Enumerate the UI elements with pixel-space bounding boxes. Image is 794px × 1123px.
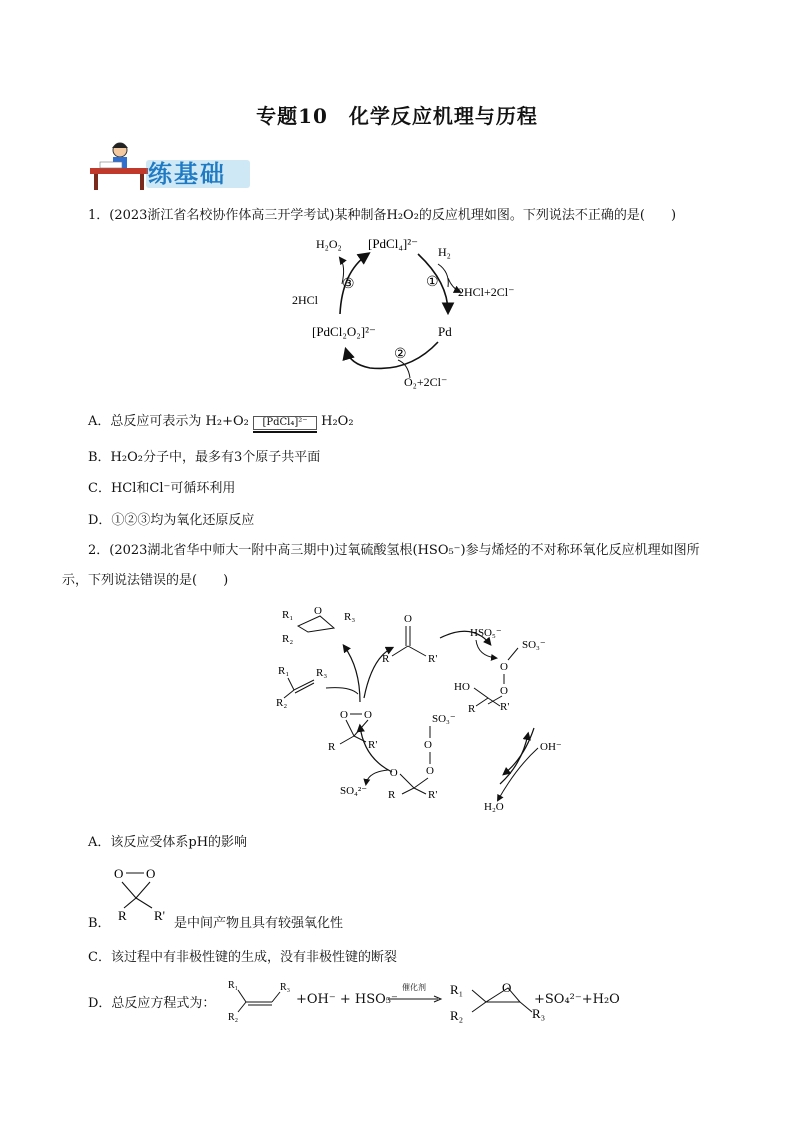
dioxirane-structure [102, 862, 182, 922]
d-epoxide-r1: R₁ [450, 982, 464, 997]
dioxirane-o2: O [364, 709, 372, 721]
b-o1: O [114, 866, 124, 881]
q2-option-d-pre: D．总反应方程式为： [88, 996, 216, 1011]
d-epoxide-r2: R₂ [450, 1008, 464, 1023]
int1-so3: SO₃⁻ [522, 639, 546, 651]
epoxide-ring [298, 616, 334, 632]
dioxirane-o1: O [340, 709, 348, 721]
q1-option-a-post: H₂O₂ [321, 414, 354, 429]
d-alkene-r1: R₁ [228, 980, 239, 991]
reagent-h2: H₂ [438, 245, 451, 259]
int1-o1: O [500, 661, 508, 673]
epoxide-r1: R₁ [282, 609, 294, 621]
alkene-r2: R₂ [276, 697, 288, 709]
species-pdcl2o2: [PdCl₂O₂]²⁻ [312, 324, 376, 339]
int2-om: ⁻O [384, 767, 398, 779]
reagent-o2-2cl: O₂+2Cl⁻ [404, 375, 448, 389]
alkene-r3: R₃ [316, 667, 328, 679]
q1-option-d: D．①②③均为氧化还原反应 [88, 513, 255, 528]
int2-r: R [388, 789, 396, 801]
reagent-2hcl: 2HCl [292, 293, 319, 307]
hso5-arrow [476, 640, 496, 658]
step-1-label: ① [426, 275, 439, 290]
q2-option-d-post: +SO₄²⁻+H₂O [534, 992, 620, 1007]
b-rp: R' [154, 908, 166, 922]
int1-ho: HO [454, 681, 470, 693]
dioxirane-r: R [328, 741, 336, 753]
product-h2o2: H₂O₂ [316, 237, 342, 251]
question-1-diagram [280, 232, 520, 392]
int2-rp: R' [428, 789, 438, 801]
q2-option-b [88, 862, 388, 932]
q2-option-a: A．该反应受体系pH的影响 [88, 835, 248, 850]
q2-option-d-mid: +OH⁻ + HSO₅⁻ [296, 992, 398, 1007]
h2o-label: H₂O [484, 801, 504, 813]
alkene-in-arrow [326, 688, 358, 694]
q2-option-c: C．该过程中有非极性键的生成，没有非极性键的断裂 [88, 950, 397, 965]
q2-option-b-text: 是中间产物且具有较强氧化性 [174, 916, 344, 931]
question-1-stem: 1．(2023浙江省名校协作体高三开学考试)某种制备H₂O₂的反应机理如图。下列说法不正确的是( ) [88, 208, 677, 223]
d-epoxide-o: O [502, 980, 512, 995]
alkene-r1: R₁ [278, 665, 290, 677]
epoxide-o: O [314, 605, 322, 617]
ketone-r: R [382, 653, 390, 665]
b-o2: O [146, 866, 156, 881]
q2-option-d-catalyst: 催化剂 [402, 983, 426, 992]
int1-r: R [468, 703, 476, 715]
b-r: R [118, 908, 127, 922]
q1-option-c: C．HCl和Cl⁻可循环利用 [88, 481, 236, 496]
species-pdcl4: [PdCl₄]²⁻ [368, 236, 418, 251]
dioxirane-rp: R' [368, 739, 378, 751]
q1-option-a-pre: A．总反应可表示为 H₂+O₂ [88, 414, 249, 429]
int2-o2: O [426, 765, 434, 777]
d-alkene-structure [218, 976, 298, 1022]
q1-option-a-catalyst: [PdCl₄]²⁻ [253, 416, 317, 430]
alkene-bonds [284, 678, 314, 698]
d-epoxide-r3: R₃ [532, 1006, 546, 1021]
q1-option-b: B．H₂O₂分子中，最多有3个原子共平面 [88, 450, 321, 465]
ketone-bonds [392, 626, 426, 656]
d-alkene-r2: R₂ [228, 1012, 239, 1022]
section-banner [86, 140, 256, 192]
product-2hcl-2cl: 2HCl+2Cl⁻ [458, 285, 515, 299]
question-2-stem-line2: 示，下列说法错误的是( ) [62, 573, 229, 588]
reaction-arrow-icon [386, 994, 444, 1004]
epoxide-r3: R₃ [344, 611, 356, 623]
ketone-o: O [404, 613, 412, 625]
step2-arrow [346, 342, 438, 368]
epoxide-r2: R₂ [282, 633, 294, 645]
int1-bonds [474, 648, 518, 706]
question-2-stem-line1: 2．(2023湖北省华中师大一附中高三期中)过氧硫酸氢根(HSO₅⁻)参与烯烃的不对称环氧化反应机理如图所 [88, 543, 700, 558]
q1-option-a [88, 410, 354, 435]
int1-o2: O [500, 685, 508, 697]
hso5-label: HSO₅⁻ [470, 627, 502, 639]
so4-label: SO₄²⁻ [340, 785, 368, 797]
int2-bonds [400, 726, 430, 794]
q2-option-d [88, 976, 648, 1026]
step-3-label: ③ [342, 277, 355, 292]
page-title: 专题10 化学反应机理与历程 [256, 104, 538, 128]
arrow-int2-to-int1 [500, 734, 528, 784]
species-pd: Pd [438, 324, 452, 339]
question-2-diagram [264, 598, 574, 818]
h2-in-arrow [438, 264, 448, 287]
step-2-label: ② [394, 347, 407, 362]
int2-so3: SO₃⁻ [432, 713, 456, 725]
int1-rp: R' [500, 701, 510, 713]
oh-label: OH⁻ [540, 741, 562, 753]
d-alkene-r3: R₃ [280, 982, 291, 993]
ketone-rp: R' [428, 653, 438, 665]
arrow-int1-to-int2 [504, 728, 534, 774]
int2-o1: O [424, 739, 432, 751]
q2-option-b-label: B． [88, 916, 111, 931]
banner-text: 练基础 [148, 160, 226, 188]
